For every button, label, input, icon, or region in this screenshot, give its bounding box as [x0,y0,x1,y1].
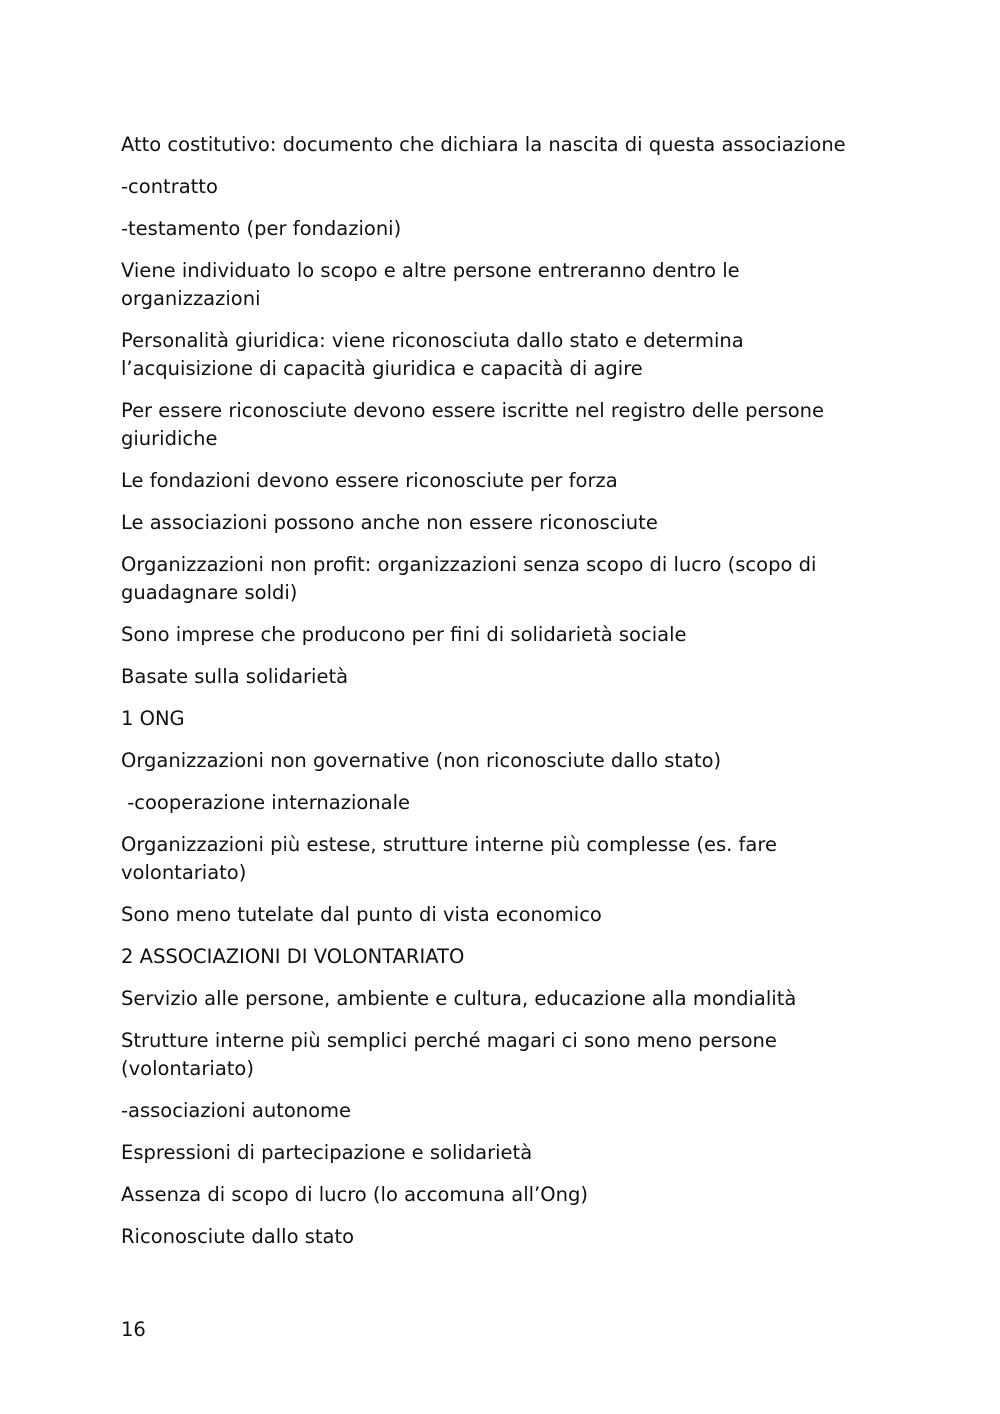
paragraph: -testamento (per fondazioni) [121,217,402,240]
paragraph: Le associazioni possono anche non essere riconosciute [121,511,658,534]
paragraph: Assenza di scopo di lucro (lo accomuna all’Ong) [121,1183,588,1206]
paragraph: Espressioni di partecipazione e solidarietà [121,1141,533,1164]
paragraph: Viene individuato lo scopo e altre persone entreranno dentro le organizzazioni [121,259,746,310]
paragraph: Atto costitutivo: documento che dichiara la nascita di questa associazione [121,133,846,156]
page-number: 16 [121,1318,146,1341]
paragraph: Strutture interne più semplici perché magari ci sono meno persone (volontariato) [121,1029,784,1080]
page-body [121,131,881,1265]
paragraph: Basate sulla solidarietà [121,665,349,688]
paragraph: Organizzazioni non governative (non riconosciute dallo stato) [121,749,722,772]
section-heading: 2 ASSOCIAZIONI DI VOLONTARIATO [121,945,465,968]
paragraph: Sono meno tutelate dal punto di vista economico [121,903,602,926]
paragraph: Personalità giuridica: viene riconosciuta dallo stato e determina l’acquisizione di capacità giuridica e capacità di agire [121,329,750,380]
paragraph: Riconosciute dallo stato [121,1225,355,1248]
paragraph: Organizzazioni più estese, strutture interne più complesse (es. fare volontariato) [121,833,784,884]
paragraph: -associazioni autonome [121,1099,352,1122]
paragraph: -cooperazione internazionale [121,791,411,814]
paragraph: Sono imprese che producono per fini di solidarietà sociale [121,623,687,646]
section-heading: 1 ONG [121,707,185,730]
paragraph: Per essere riconosciute devono essere iscritte nel registro delle persone giuridiche [121,399,831,450]
paragraph: Le fondazioni devono essere riconosciute per forza [121,469,618,492]
paragraph: -contratto [121,175,218,198]
paragraph: Organizzazioni non profit: organizzazioni senza scopo di lucro (scopo di guadagnare soldi) [121,553,823,604]
paragraph: Servizio alle persone, ambiente e cultura, educazione alla mondialità [121,987,797,1010]
